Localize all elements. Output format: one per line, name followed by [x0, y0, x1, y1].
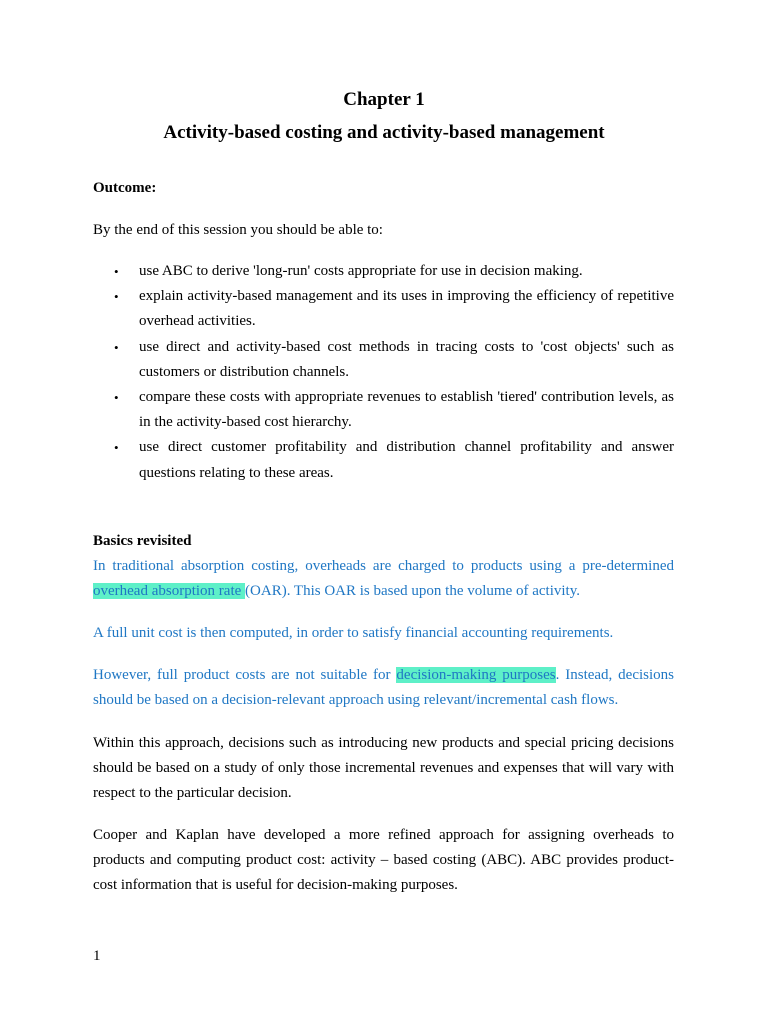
- list-item: [93, 259, 674, 284]
- list-item-text: use direct customer profitability and distribution channel profitability and answer questions relating to these areas.: [139, 439, 674, 481]
- outcome-list: [93, 259, 674, 486]
- list-item-text: compare these costs with appropriate revenues to establish 'tiered' contribution levels, as in the activity-based cost hierarchy.: [139, 389, 674, 431]
- list-item-text: explain activity-based management and its uses in improving the efficiency of repetitive overhead activities.: [139, 288, 674, 330]
- bullet-icon: •: [114, 390, 119, 406]
- list-item: [93, 335, 674, 385]
- list-item: [93, 435, 674, 485]
- list-item: [93, 385, 674, 435]
- list-item-text: use direct and activity-based cost methods in tracing costs to 'cost objects' such as customers or distribution channels.: [139, 338, 674, 380]
- outcome-intro: By the end of this session you should be able to:: [93, 222, 383, 238]
- paragraph-text: . Instead, decisions should be based on a decision-relevant approach using relevant/incremental cash flows.: [93, 667, 675, 709]
- basics-paragraph-2: A full unit cost is then computed, in order to satisfy financial accounting requirements.: [93, 625, 614, 641]
- paragraph-text: In traditional absorption costing, overheads are charged to products using a pre-determined: [93, 558, 674, 574]
- paragraph-text: However, full product costs are not suitable for: [93, 667, 397, 683]
- basics-paragraph-1: [93, 554, 674, 604]
- bullet-icon: •: [114, 289, 119, 305]
- list-item: [93, 284, 674, 334]
- basics-paragraph-5: Cooper and Kaplan have developed a more refined approach for assigning overheads to products and computing product cost: activity – based costing (ABC). ABC provides product-cost information that is useful for decision-making purposes.: [93, 827, 674, 894]
- bullet-icon: •: [114, 264, 119, 279]
- chapter-title: Chapter 1: [343, 89, 425, 110]
- page-number: 1: [93, 948, 101, 964]
- bullet-icon: •: [114, 440, 119, 456]
- highlighted-term: decision-making purposes: [396, 667, 556, 683]
- chapter-subtitle: Activity-based costing and activity-based management: [163, 122, 605, 143]
- bullet-icon: •: [114, 339, 119, 355]
- paragraph-text: (OAR). This OAR is based upon the volume of activity.: [245, 583, 580, 600]
- basics-heading: Basics revisited: [93, 533, 192, 549]
- basics-paragraph-3: [93, 663, 674, 713]
- outcome-heading: Outcome:: [93, 180, 157, 196]
- basics-paragraph-4: Within this approach, decisions such as introducing new products and special pricing decisions should be based on a study of only those incremental revenues and expenses that will vary with respect to the particular decision.: [93, 735, 674, 802]
- list-item-text: use ABC to derive 'long-run' costs appropriate for use in decision making.: [139, 263, 583, 279]
- highlighted-term: overhead absorption rate: [93, 583, 246, 600]
